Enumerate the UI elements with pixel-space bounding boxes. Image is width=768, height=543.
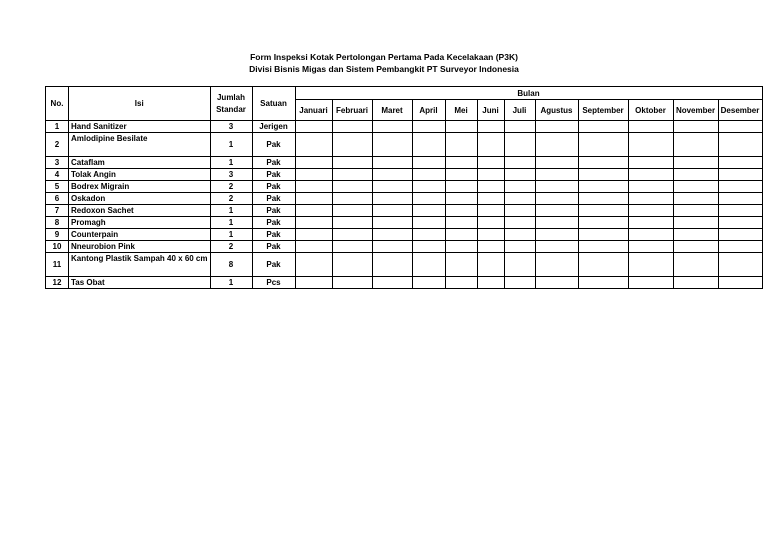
check-cell-november[interactable] bbox=[673, 241, 718, 253]
check-cell-agustus[interactable] bbox=[535, 121, 578, 133]
row-satuan: Pak bbox=[252, 133, 295, 157]
check-cell-maret[interactable] bbox=[372, 277, 412, 289]
row-no: 2 bbox=[46, 133, 69, 157]
row-satuan: Pak bbox=[252, 169, 295, 181]
check-cell-september[interactable] bbox=[578, 181, 628, 193]
row-satuan: Pak bbox=[252, 157, 295, 169]
check-cell-maret[interactable] bbox=[372, 253, 412, 277]
check-cell-oktober[interactable] bbox=[628, 121, 673, 133]
check-cell-desember[interactable] bbox=[718, 241, 762, 253]
form-title-line1: Form Inspeksi Kotak Pertolongan Pertama Pada Kecelakaan (P3K) bbox=[250, 52, 518, 62]
row-satuan: Pcs bbox=[252, 277, 295, 289]
check-cell-juni[interactable] bbox=[477, 205, 504, 217]
check-cell-januari[interactable] bbox=[295, 157, 332, 169]
check-cell-november[interactable] bbox=[673, 169, 718, 181]
check-cell-juli[interactable] bbox=[504, 193, 535, 205]
row-satuan: Pak bbox=[252, 193, 295, 205]
check-cell-februari[interactable] bbox=[332, 229, 372, 241]
table-row bbox=[46, 181, 763, 193]
check-cell-agustus[interactable] bbox=[535, 241, 578, 253]
check-cell-juni[interactable] bbox=[477, 229, 504, 241]
check-cell-juni[interactable] bbox=[477, 193, 504, 205]
header-month-oktober: Oktober bbox=[628, 100, 673, 121]
check-cell-februari[interactable] bbox=[332, 277, 372, 289]
check-cell-februari[interactable] bbox=[332, 205, 372, 217]
check-cell-november[interactable] bbox=[673, 181, 718, 193]
row-no: 12 bbox=[46, 277, 69, 289]
check-cell-maret[interactable] bbox=[372, 121, 412, 133]
check-cell-januari[interactable] bbox=[295, 217, 332, 229]
check-cell-januari[interactable] bbox=[295, 133, 332, 157]
row-jumlah-standar: 1 bbox=[210, 133, 252, 157]
check-cell-agustus[interactable] bbox=[535, 133, 578, 157]
row-satuan: Pak bbox=[252, 253, 295, 277]
table-row bbox=[46, 193, 763, 205]
table-row bbox=[46, 241, 763, 253]
check-cell-desember[interactable] bbox=[718, 193, 762, 205]
check-cell-september[interactable] bbox=[578, 205, 628, 217]
check-cell-september[interactable] bbox=[578, 133, 628, 157]
form-title bbox=[0, 51, 768, 75]
check-cell-april[interactable] bbox=[412, 121, 445, 133]
check-cell-juli[interactable] bbox=[504, 121, 535, 133]
row-isi: Redoxon Sachet bbox=[69, 205, 211, 217]
table-row bbox=[46, 169, 763, 181]
header-month-maret: Maret bbox=[372, 100, 412, 121]
row-satuan: Pak bbox=[252, 229, 295, 241]
row-jumlah-standar: 1 bbox=[210, 157, 252, 169]
check-cell-juli[interactable] bbox=[504, 253, 535, 277]
check-cell-juni[interactable] bbox=[477, 157, 504, 169]
check-cell-juni[interactable] bbox=[477, 169, 504, 181]
check-cell-agustus[interactable] bbox=[535, 205, 578, 217]
inspection-table bbox=[45, 86, 763, 289]
check-cell-april[interactable] bbox=[412, 253, 445, 277]
check-cell-juli[interactable] bbox=[504, 217, 535, 229]
check-cell-oktober[interactable] bbox=[628, 217, 673, 229]
check-cell-maret[interactable] bbox=[372, 169, 412, 181]
check-cell-oktober[interactable] bbox=[628, 157, 673, 169]
row-jumlah-standar: 2 bbox=[210, 181, 252, 193]
check-cell-oktober[interactable] bbox=[628, 277, 673, 289]
check-cell-desember[interactable] bbox=[718, 229, 762, 241]
check-cell-september[interactable] bbox=[578, 121, 628, 133]
row-no: 7 bbox=[46, 205, 69, 217]
header-no: No. bbox=[46, 87, 69, 121]
check-cell-oktober[interactable] bbox=[628, 169, 673, 181]
row-jumlah-standar: 1 bbox=[210, 205, 252, 217]
header-month-september: September bbox=[578, 100, 628, 121]
check-cell-juni[interactable] bbox=[477, 181, 504, 193]
header-month-juni: Juni bbox=[477, 100, 504, 121]
row-satuan: Jerigen bbox=[252, 121, 295, 133]
check-cell-januari[interactable] bbox=[295, 121, 332, 133]
check-cell-desember[interactable] bbox=[718, 157, 762, 169]
header-month-januari: Januari bbox=[295, 100, 332, 121]
row-satuan: Pak bbox=[252, 217, 295, 229]
row-jumlah-standar: 1 bbox=[210, 229, 252, 241]
check-cell-juni[interactable] bbox=[477, 217, 504, 229]
row-no: 3 bbox=[46, 157, 69, 169]
row-jumlah-standar: 3 bbox=[210, 169, 252, 181]
header-month-desember: Desember bbox=[718, 100, 762, 121]
header-bulan: Bulan bbox=[295, 87, 762, 100]
check-cell-juli[interactable] bbox=[504, 133, 535, 157]
row-no: 8 bbox=[46, 217, 69, 229]
row-isi: Tas Obat bbox=[69, 277, 211, 289]
header-month-mei: Mei bbox=[445, 100, 477, 121]
check-cell-mei[interactable] bbox=[445, 229, 477, 241]
check-cell-juli[interactable] bbox=[504, 169, 535, 181]
check-cell-juli[interactable] bbox=[504, 241, 535, 253]
row-jumlah-standar: 8 bbox=[210, 253, 252, 277]
check-cell-desember[interactable] bbox=[718, 253, 762, 277]
row-isi: Bodrex Migrain bbox=[69, 181, 211, 193]
check-cell-agustus[interactable] bbox=[535, 193, 578, 205]
check-cell-mei[interactable] bbox=[445, 133, 477, 157]
check-cell-mei[interactable] bbox=[445, 253, 477, 277]
check-cell-maret[interactable] bbox=[372, 241, 412, 253]
check-cell-april[interactable] bbox=[412, 133, 445, 157]
check-cell-september[interactable] bbox=[578, 193, 628, 205]
check-cell-september[interactable] bbox=[578, 169, 628, 181]
header-month-november: November bbox=[673, 100, 718, 121]
check-cell-januari[interactable] bbox=[295, 229, 332, 241]
header-jumlah-standar: Jumlah Standar bbox=[210, 87, 252, 121]
check-cell-november[interactable] bbox=[673, 133, 718, 157]
check-cell-februari[interactable] bbox=[332, 169, 372, 181]
check-cell-september[interactable] bbox=[578, 241, 628, 253]
row-no: 10 bbox=[46, 241, 69, 253]
row-no: 1 bbox=[46, 121, 69, 133]
row-no: 9 bbox=[46, 229, 69, 241]
row-jumlah-standar: 1 bbox=[210, 217, 252, 229]
row-no: 11 bbox=[46, 253, 69, 277]
check-cell-november[interactable] bbox=[673, 193, 718, 205]
row-satuan: Pak bbox=[252, 241, 295, 253]
check-cell-september[interactable] bbox=[578, 157, 628, 169]
check-cell-juli[interactable] bbox=[504, 181, 535, 193]
check-cell-maret[interactable] bbox=[372, 133, 412, 157]
check-cell-agustus[interactable] bbox=[535, 169, 578, 181]
check-cell-april[interactable] bbox=[412, 217, 445, 229]
row-jumlah-standar: 2 bbox=[210, 193, 252, 205]
check-cell-mei[interactable] bbox=[445, 277, 477, 289]
check-cell-april[interactable] bbox=[412, 157, 445, 169]
check-cell-desember[interactable] bbox=[718, 181, 762, 193]
row-satuan: Pak bbox=[252, 205, 295, 217]
check-cell-juli[interactable] bbox=[504, 205, 535, 217]
table-row bbox=[46, 229, 763, 241]
check-cell-oktober[interactable] bbox=[628, 229, 673, 241]
check-cell-agustus[interactable] bbox=[535, 253, 578, 277]
row-isi: Cataflam bbox=[69, 157, 211, 169]
check-cell-oktober[interactable] bbox=[628, 181, 673, 193]
header-month-juli: Juli bbox=[504, 100, 535, 121]
row-no: 4 bbox=[46, 169, 69, 181]
check-cell-mei[interactable] bbox=[445, 193, 477, 205]
check-cell-oktober[interactable] bbox=[628, 133, 673, 157]
check-cell-september[interactable] bbox=[578, 253, 628, 277]
form-title-line2: Divisi Bisnis Migas dan Sistem Pembangkit PT Surveyor Indonesia bbox=[249, 64, 519, 74]
check-cell-april[interactable] bbox=[412, 229, 445, 241]
row-no: 5 bbox=[46, 181, 69, 193]
check-cell-november[interactable] bbox=[673, 217, 718, 229]
check-cell-november[interactable] bbox=[673, 121, 718, 133]
row-isi: Tolak Angin bbox=[69, 169, 211, 181]
check-cell-april[interactable] bbox=[412, 277, 445, 289]
header-month-februari: Februari bbox=[332, 100, 372, 121]
check-cell-januari[interactable] bbox=[295, 253, 332, 277]
check-cell-juni[interactable] bbox=[477, 253, 504, 277]
check-cell-desember[interactable] bbox=[718, 133, 762, 157]
check-cell-april[interactable] bbox=[412, 193, 445, 205]
check-cell-november[interactable] bbox=[673, 205, 718, 217]
check-cell-mei[interactable] bbox=[445, 241, 477, 253]
check-cell-november[interactable] bbox=[673, 229, 718, 241]
row-satuan: Pak bbox=[252, 181, 295, 193]
check-cell-november[interactable] bbox=[673, 277, 718, 289]
check-cell-juli[interactable] bbox=[504, 229, 535, 241]
check-cell-oktober[interactable] bbox=[628, 253, 673, 277]
row-isi: Kantong Plastik Sampah 40 x 60 cm bbox=[69, 253, 211, 277]
row-jumlah-standar: 3 bbox=[210, 121, 252, 133]
check-cell-februari[interactable] bbox=[332, 217, 372, 229]
header-month-april: April bbox=[412, 100, 445, 121]
row-no: 6 bbox=[46, 193, 69, 205]
table-row bbox=[46, 133, 763, 157]
check-cell-mei[interactable] bbox=[445, 157, 477, 169]
check-cell-juni[interactable] bbox=[477, 277, 504, 289]
row-jumlah-standar: 1 bbox=[210, 277, 252, 289]
table-row bbox=[46, 217, 763, 229]
check-cell-januari[interactable] bbox=[295, 193, 332, 205]
check-cell-januari[interactable] bbox=[295, 241, 332, 253]
check-cell-april[interactable] bbox=[412, 205, 445, 217]
header-isi: Isi bbox=[69, 87, 211, 121]
check-cell-maret[interactable] bbox=[372, 217, 412, 229]
check-cell-juni[interactable] bbox=[477, 121, 504, 133]
check-cell-februari[interactable] bbox=[332, 193, 372, 205]
check-cell-januari[interactable] bbox=[295, 205, 332, 217]
check-cell-desember[interactable] bbox=[718, 205, 762, 217]
check-cell-maret[interactable] bbox=[372, 181, 412, 193]
check-cell-maret[interactable] bbox=[372, 193, 412, 205]
row-isi: Oskadon bbox=[69, 193, 211, 205]
check-cell-april[interactable] bbox=[412, 241, 445, 253]
check-cell-juni[interactable] bbox=[477, 133, 504, 157]
check-cell-februari[interactable] bbox=[332, 133, 372, 157]
row-isi: Hand Sanitizer bbox=[69, 121, 211, 133]
check-cell-desember[interactable] bbox=[718, 217, 762, 229]
check-cell-desember[interactable] bbox=[718, 121, 762, 133]
check-cell-februari[interactable] bbox=[332, 157, 372, 169]
check-cell-september[interactable] bbox=[578, 229, 628, 241]
check-cell-november[interactable] bbox=[673, 253, 718, 277]
check-cell-mei[interactable] bbox=[445, 181, 477, 193]
table-row bbox=[46, 277, 763, 289]
header-satuan: Satuan bbox=[252, 87, 295, 121]
check-cell-april[interactable] bbox=[412, 181, 445, 193]
check-cell-mei[interactable] bbox=[445, 121, 477, 133]
check-cell-januari[interactable] bbox=[295, 181, 332, 193]
row-isi: Counterpain bbox=[69, 229, 211, 241]
check-cell-mei[interactable] bbox=[445, 169, 477, 181]
check-cell-oktober[interactable] bbox=[628, 241, 673, 253]
check-cell-januari[interactable] bbox=[295, 277, 332, 289]
check-cell-juni[interactable] bbox=[477, 241, 504, 253]
check-cell-agustus[interactable] bbox=[535, 229, 578, 241]
table-row bbox=[46, 157, 763, 169]
check-cell-februari[interactable] bbox=[332, 181, 372, 193]
row-jumlah-standar: 2 bbox=[210, 241, 252, 253]
row-isi: Promagh bbox=[69, 217, 211, 229]
check-cell-maret[interactable] bbox=[372, 229, 412, 241]
check-cell-juli[interactable] bbox=[504, 157, 535, 169]
check-cell-april[interactable] bbox=[412, 169, 445, 181]
check-cell-juli[interactable] bbox=[504, 277, 535, 289]
check-cell-september[interactable] bbox=[578, 217, 628, 229]
check-cell-agustus[interactable] bbox=[535, 217, 578, 229]
check-cell-agustus[interactable] bbox=[535, 277, 578, 289]
check-cell-januari[interactable] bbox=[295, 169, 332, 181]
check-cell-maret[interactable] bbox=[372, 205, 412, 217]
table-row bbox=[46, 205, 763, 217]
check-cell-desember[interactable] bbox=[718, 169, 762, 181]
check-cell-agustus[interactable] bbox=[535, 181, 578, 193]
check-cell-oktober[interactable] bbox=[628, 193, 673, 205]
check-cell-agustus[interactable] bbox=[535, 157, 578, 169]
check-cell-mei[interactable] bbox=[445, 205, 477, 217]
check-cell-november[interactable] bbox=[673, 157, 718, 169]
check-cell-mei[interactable] bbox=[445, 217, 477, 229]
check-cell-oktober[interactable] bbox=[628, 205, 673, 217]
row-isi: Nneurobion Pink bbox=[69, 241, 211, 253]
table-row bbox=[46, 253, 763, 277]
header-month-agustus: Agustus bbox=[535, 100, 578, 121]
table-row bbox=[46, 121, 763, 133]
check-cell-maret[interactable] bbox=[372, 157, 412, 169]
check-cell-februari[interactable] bbox=[332, 121, 372, 133]
row-isi: Amlodipine Besilate bbox=[69, 133, 211, 157]
check-cell-februari[interactable] bbox=[332, 253, 372, 277]
check-cell-september[interactable] bbox=[578, 277, 628, 289]
check-cell-desember[interactable] bbox=[718, 277, 762, 289]
check-cell-februari[interactable] bbox=[332, 241, 372, 253]
